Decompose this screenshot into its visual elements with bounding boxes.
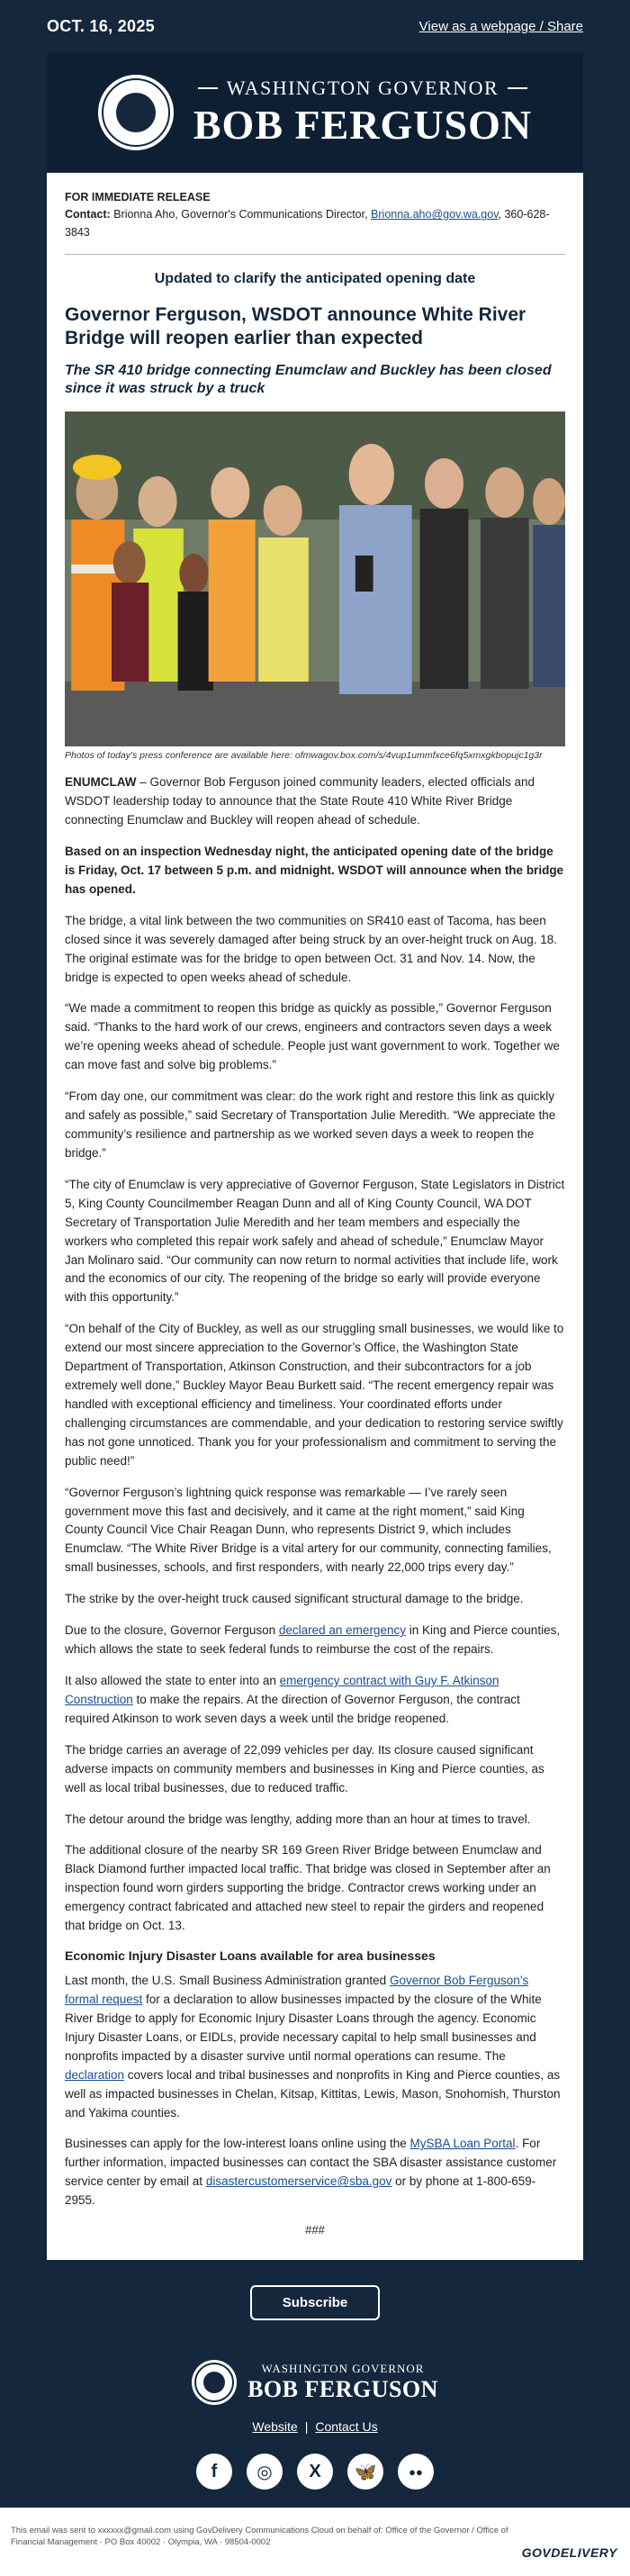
lede-paragraph xyxy=(65,773,565,830)
press-conference-photo xyxy=(65,411,565,746)
footer-links: Website | Contact Us xyxy=(252,2419,378,2435)
subscribe-section xyxy=(0,2260,630,2320)
body-paragraph: The bridge, a vital link between the two communities on SR410 east of Tacoma, has been closed since it was severely damaged after being struck by an over-height truck on Aug. 18. The original estimate was for the bridge to open between Oct. 31 and Nov. 14. Now, the bridge is expected to open weeks ahead of schedule. xyxy=(65,913,558,984)
text-run: in King and Pierce counties, which allows the state to seek federal funds to reimburse the cost of the repairs. xyxy=(65,1623,561,1657)
flickr-icon[interactable]: ●● xyxy=(398,2454,434,2490)
text-run: Last month, the U.S. Small Business Administration granted xyxy=(65,1974,390,1988)
text-run: to make the repairs. At the direction of Governor Ferguson, the contract required Atkinson to work seven days a week until the bridge reopened. xyxy=(65,1692,520,1725)
text-run: covers local and tribal businesses and nonprofits in King and Pierce counties, as well as impacted businesses in Chelan, Kitsap, Kittitas, Lewis, Mason, Snohomish, Thurston and Yakima counties. xyxy=(65,2067,561,2120)
mysba-portal-link[interactable]: MySBA Loan Portal xyxy=(410,2137,516,2151)
buckley-mayor-quote: “On behalf of the City of Buckley, as well as our struggling small businesses, we would like to extend our most sincere appreciation to the Governor’s Office, the Washington State Department of Transportation, Atkinson Construction, and their subcontractors for a job extremely well done,” Buckley Mayor Beau Burkett said. “The recent emergency repair was handled with exceptional efficiency and timeliness. Your coordinated efforts under challenging circumstances are commendable, and your dedication to restoring service swiftly has not gone unnoticed. Thank you for your professionalism and commitment to serving the public need!” xyxy=(65,1322,564,1468)
photo-caption: Photos of today's press conference are available here: ofmwagov.box.com/s/4vup1ummfxce6fq5xmxgkbopujc1g3r xyxy=(65,750,543,762)
sba-email-link[interactable]: disastercustomerservice@sba.gov xyxy=(205,2174,392,2189)
social-icons xyxy=(0,2454,630,2490)
header-gov-line: WASHINGTON GOVERNOR xyxy=(194,77,532,100)
subscribe-button[interactable]: Subscribe xyxy=(250,2285,381,2320)
declaration-link[interactable]: declaration xyxy=(65,2067,125,2082)
update-note: Updated to clarify the anticipated opening date xyxy=(154,271,476,287)
x-icon[interactable]: X xyxy=(297,2454,333,2490)
emergency-paragraph xyxy=(65,1622,565,1659)
emergency-contract-link[interactable]: emergency contract with Guy F. Atkinson Construction xyxy=(65,1674,500,1706)
bluesky-icon[interactable]: 🦋 xyxy=(347,2454,383,2490)
end-mark: ### xyxy=(305,2223,325,2237)
top-bar xyxy=(0,0,630,52)
contact-label: Contact: xyxy=(65,208,111,221)
headline: Governor Ferguson, WSDOT announce White River Bridge will reopen earlier than expected xyxy=(65,304,526,349)
footer-logo xyxy=(0,2360,630,2405)
lede-text: – Governor Bob Ferguson joined community leaders, elected officials and WSDOT leadership today to announce that the State Route 410 White River Bridge connecting Enumclaw and Buckley will reopen ahead of schedule. xyxy=(65,775,535,827)
state-seal-icon xyxy=(98,75,174,150)
body-paragraph: The bridge carries an average of 22,099 vehicles per day. Its closure caused significant adverse impacts on community members and businesses in King and Pierce counties, as well as local tribal businesses, due to reduced traffic. xyxy=(65,1742,544,1794)
footer-gov-line: WASHINGTON GOVERNOR xyxy=(261,2362,425,2376)
text-run: Businesses can apply for the low-interest loans online using the xyxy=(65,2137,410,2151)
enumclaw-mayor-quote: “The city of Enumclaw is very appreciative of Governor Ferguson, State Legislators in District 5, King County Councilmember Reagan Dunn and all of King County Council, WA DOT Secretary of Transportation Julie Meredith and her team members and especially the workers who completed this repair work safely and ahead of schedule,” Enumclaw Mayor Jan Molinaro said. “Our community can now return to normal activities that include life, work and the economics of our city. The reopening of the bridge so early will provide everyone with this opportunity.” xyxy=(65,1177,565,1305)
issue-date: OCT. 16, 2025 xyxy=(47,16,155,35)
header-name-line: BOB FERGUSON xyxy=(193,102,533,149)
formal-request-link[interactable]: Governor Bob Ferguson’s formal request xyxy=(65,1974,529,2006)
secretary-quote: “From day one, our commitment was clear: do the work right and restore this link as quickly and safely as possible,” said Secretary of Transportation Julie Meredith. “We appreciate the community’s resilience and partnership as we worked seven days a week to reopen the bridge.” xyxy=(65,1089,556,1160)
text-run: or by phone at 1-800-659-2955. xyxy=(65,2174,536,2208)
legal-footer xyxy=(0,2508,630,2576)
facebook-icon[interactable]: f xyxy=(196,2454,232,2490)
view-webpage-link[interactable]: View as a webpage / Share xyxy=(418,18,583,34)
header-banner xyxy=(47,52,583,173)
content-card xyxy=(47,173,583,2260)
release-label: FOR IMMEDIATE RELEASE xyxy=(65,191,211,203)
body-paragraph: The strike by the over-height truck caused significant structural damage to the bridge. xyxy=(65,1592,524,1606)
contact-email-link[interactable]: Brionna.aho@gov.wa.gov xyxy=(371,208,499,221)
governor-quote: “We made a commitment to reopen this bridge as quickly as possible,” Governor Ferguson said. “Thanks to the hard work of our crews, engineers and contractors seven days a week we’re opening weeks ahead of schedule. People just want government to work. Together we can move fast and solve big problems.” xyxy=(65,1001,560,1072)
text-run: . For further information, impacted businesses can contact the SBA disaster assistance customer service center by email at xyxy=(65,2137,557,2189)
instagram-icon[interactable]: ◎ xyxy=(247,2454,283,2490)
body-paragraph: The detour around the bridge was lengthy, adding more than an hour at times to travel. xyxy=(65,1812,531,1826)
contract-paragraph xyxy=(65,1672,565,1729)
council-quote: “Governor Ferguson’s lightning quick response was remarkable — I’ve rarely seen government move this fast and decisively, and it came at the right moment,” said King County Council Vice Chair Reagan Dunn, who represents District 9, which includes Enumclaw. “The White River Bridge is a vital artery for our community, connecting families, small businesses, schools, and first responders, with nearly 22,000 trips every day.” xyxy=(65,1485,552,1575)
contact-us-link[interactable]: Contact Us xyxy=(315,2419,378,2435)
legal-text: This email was sent to xxxxxx@gmail.com using GovDelivery Communications Cloud on behalf of: Office of the Governor / Office of Financial Management · PO Box 40002 · Olympia, WA · 98504-0002 xyxy=(11,2526,508,2547)
footer-title xyxy=(248,2362,438,2403)
loans-paragraph xyxy=(65,1972,565,2122)
opening-date-paragraph: Based on an inspection Wednesday night, the anticipated opening date of the bridge is Friday, Oct. 17 between 5 p.m. and midnight. WSDOT will announce when the bridge has opened. xyxy=(65,844,564,896)
release-meta xyxy=(65,189,565,241)
contact-phone: , 360-628-3843 xyxy=(65,208,550,239)
dateline: ENUMCLAW xyxy=(65,775,137,790)
header-title xyxy=(194,77,532,147)
body-paragraph: The additional closure of the nearby SR 169 Green River Bridge between Enumclaw and Black Diamond further impacted local traffic. That bridge was closed in September after an inspection found worn girders supporting the bridge. Contractor crews working under an emergency contract fabricated and attached new steel to repair the girders and reopened that bridge on Oct. 13. xyxy=(65,1843,551,1933)
state-seal-icon xyxy=(192,2360,237,2405)
contact-text: Brionna Aho, Governor's Communications Director, xyxy=(113,208,368,221)
subheadline: The SR 410 bridge connecting Enumclaw and Buckley has been closed since it was struck by a truck xyxy=(65,362,552,397)
text-run: It also allowed the state to enter into an xyxy=(65,1674,280,1688)
footer-name-line: BOB FERGUSON xyxy=(248,2376,438,2403)
declared-emergency-link[interactable]: declared an emergency xyxy=(278,1623,406,1638)
govdelivery-logo: GOVDELIVERY xyxy=(521,2545,617,2561)
section-heading: Economic Injury Disaster Loans available for area businesses xyxy=(65,1948,436,1964)
text-run: Due to the closure, Governor Ferguson xyxy=(65,1623,279,1638)
website-link[interactable]: Website xyxy=(252,2419,298,2435)
divider xyxy=(65,254,565,255)
text-run: for a declaration to allow businesses impacted by the closure of the White River Bridge to apply for Economic Injury Disaster Loans through the agency. Economic Injury Disaster Loans, or EIDLs, provide necessary capital to help small businesses and nonprofits impacted by a disaster survive until normal operations can resume. The xyxy=(65,1993,542,2063)
apply-paragraph xyxy=(65,2135,565,2210)
